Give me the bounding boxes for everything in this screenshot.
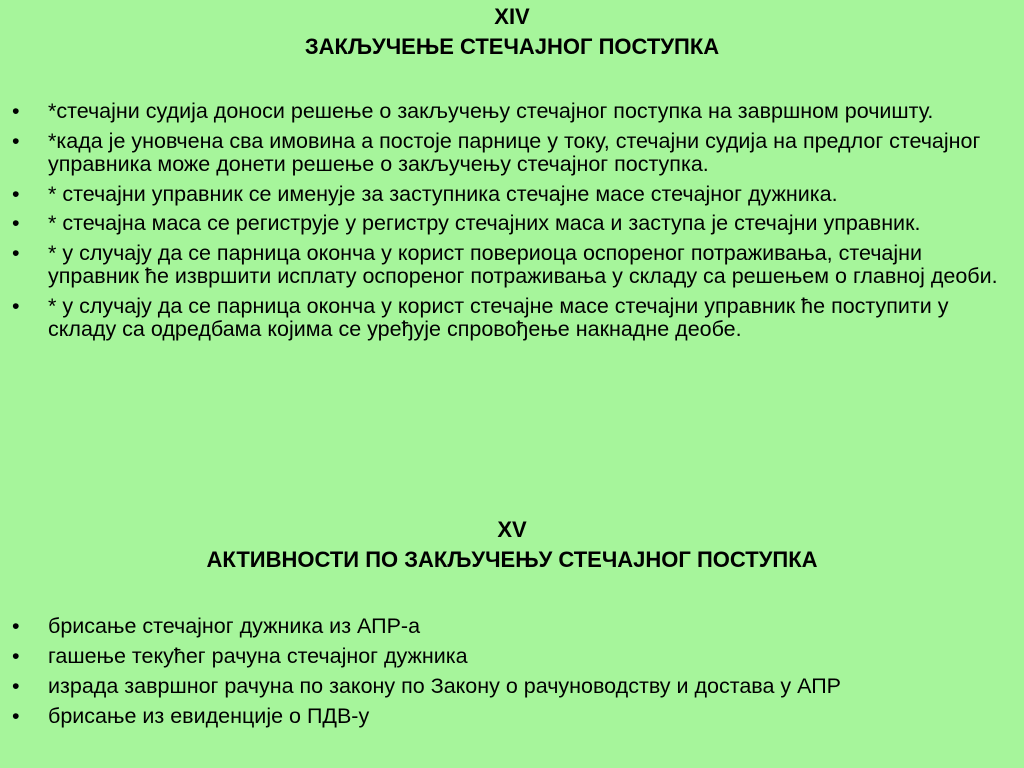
list-item xyxy=(0,295,1010,342)
bullet-icon: • xyxy=(12,674,20,698)
bullet-icon: • xyxy=(12,293,20,318)
section-title: АКТИВНОСТИ ПО ЗАКЉУЧЕЊУ СТЕЧАЈНОГ ПОСТУПКА xyxy=(206,547,818,572)
list-item-text: * у случају да се парница оконча у корист повериоца оспореног потраживања, стечајни управник ће извршити исплату оспореног потраживања у складу са решењем о главној деоби. xyxy=(48,240,998,288)
bullet-icon: • xyxy=(12,128,20,153)
list-item-text: *стечајни судија доноси решење о закључењу стечајног поступка на завршном рочишту. xyxy=(48,99,934,123)
list-item-text: * стечајни управник се именује за заступника стечајне масе стечајног дужника. xyxy=(48,181,838,206)
bullet-icon: • xyxy=(12,99,20,123)
list-item xyxy=(0,100,1010,124)
bullet-icon: • xyxy=(12,240,20,265)
list-item-text: израда завршног рачуна по закону по Закону о рачуноводству и достава у АПР xyxy=(48,674,842,698)
list-item-text: брисање из евиденције о ПДВ-у xyxy=(48,704,370,728)
list-item xyxy=(0,130,1010,177)
section-heading-xv xyxy=(0,515,1024,575)
list-item xyxy=(0,615,1010,639)
list-item xyxy=(0,645,1010,669)
bullet-icon: • xyxy=(12,614,20,638)
list-item xyxy=(0,183,1010,207)
bullet-list-xv xyxy=(0,615,1010,735)
bullet-list-xiv xyxy=(0,100,1010,348)
list-item-text: * у случају да се парница оконча у корист стечајне масе стечајни управник ће поступити у складу са одредбама којима се уређује спровођење накнадне деобе. xyxy=(48,293,949,341)
list-item xyxy=(0,675,1010,699)
list-item-text: брисање стечајног дужника из АПР-а xyxy=(48,614,421,638)
list-item-text: * стечајна маса се региструје у регистру стечајних маса и заступа је стечајни управник. xyxy=(48,211,921,235)
section-heading-xiv xyxy=(0,2,1024,62)
list-item xyxy=(0,705,1010,729)
section-number: XV xyxy=(497,517,527,542)
section-title: ЗАКЉУЧЕЊЕ СТЕЧАЈНОГ ПОСТУПКА xyxy=(304,34,720,59)
bullet-icon: • xyxy=(12,211,20,235)
list-item-text: *када је уновчена сва имовина а постоје парнице у току, стечајни судија на предлог стечајног управника може донети решење о закључењу стечајног поступка. xyxy=(48,128,981,176)
list-item xyxy=(0,212,1010,236)
bullet-icon: • xyxy=(12,181,20,206)
list-item-text: гашење текућег рачуна стечајног дужника xyxy=(48,644,468,668)
bullet-icon: • xyxy=(12,644,20,668)
bullet-icon: • xyxy=(12,704,20,728)
section-number: XIV xyxy=(494,4,530,29)
list-item xyxy=(0,242,1010,289)
